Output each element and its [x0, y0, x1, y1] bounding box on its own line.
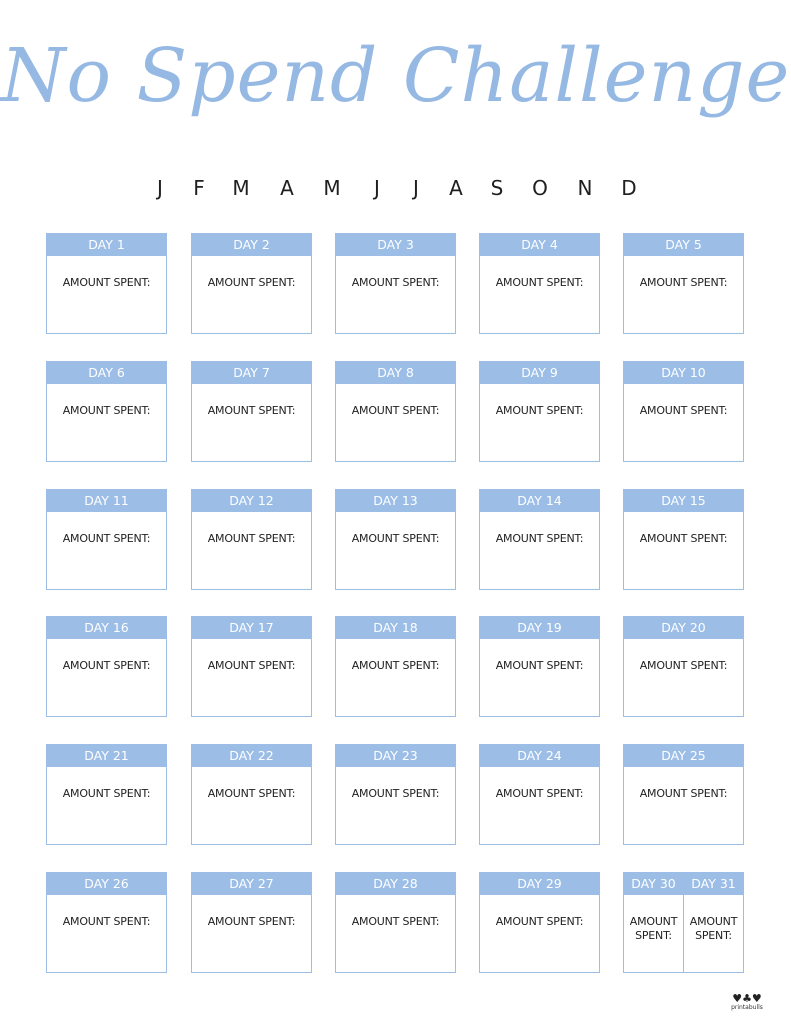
day-cell	[479, 872, 600, 973]
day-cell	[479, 361, 600, 462]
month-row	[0, 176, 791, 200]
day-cell	[191, 233, 312, 334]
day-cell	[335, 616, 456, 717]
day-cell	[335, 361, 456, 462]
day-header: DAY 17	[192, 617, 311, 639]
day-header: DAY 9	[480, 362, 599, 384]
month-letter: M	[323, 176, 341, 200]
day-header: DAY 11	[47, 490, 166, 512]
day-cell	[479, 744, 600, 845]
day-header: DAY 5	[624, 234, 743, 256]
amount-spent-label: AMOUNT SPENT:	[62, 532, 151, 545]
amount-spent-label: AMOUNT SPENT:	[207, 915, 296, 928]
day-header: DAY 19	[480, 617, 599, 639]
amount-spent-label: AMOUNT SPENT:	[62, 915, 151, 928]
amount-spent-label: AMOUNT SPENT:	[495, 915, 584, 928]
day-header: DAY 7	[192, 362, 311, 384]
day-header: DAY 24	[480, 745, 599, 767]
day-header: DAY 3	[336, 234, 455, 256]
day-cell	[46, 744, 167, 845]
day-cell	[191, 616, 312, 717]
month-letter: A	[449, 176, 463, 200]
day-cell	[46, 233, 167, 334]
day-cell	[191, 872, 312, 973]
amount-spent-label	[684, 915, 743, 943]
day-header: DAY 31	[684, 873, 743, 895]
printabulls-logo	[727, 993, 767, 1012]
amount-spent-label: AMOUNT SPENT:	[351, 915, 440, 928]
amount-spent-label: AMOUNT SPENT:	[207, 404, 296, 417]
amount-spent-label: AMOUNT SPENT:	[495, 404, 584, 417]
day-header: DAY 27	[192, 873, 311, 895]
amount-spent-label: AMOUNT SPENT:	[639, 404, 728, 417]
month-letter: J	[413, 176, 419, 200]
month-letter: N	[577, 176, 593, 200]
day-header: DAY 26	[47, 873, 166, 895]
amount-spent-label: AMOUNT SPENT:	[495, 276, 584, 289]
day-cell	[335, 233, 456, 334]
amount-spent-label	[624, 915, 683, 943]
amount-spent-label: AMOUNT SPENT:	[62, 404, 151, 417]
page-title: No Spend Challenge	[0, 33, 791, 119]
amount-spent-label: AMOUNT SPENT:	[207, 659, 296, 672]
day-header: DAY 2	[192, 234, 311, 256]
amount-spent-label: AMOUNT SPENT:	[62, 659, 151, 672]
day-half	[624, 873, 683, 972]
month-letter: F	[193, 176, 205, 200]
amount-spent-label: AMOUNT SPENT:	[62, 276, 151, 289]
amount-spent-label: AMOUNT SPENT:	[207, 787, 296, 800]
day-cell	[46, 872, 167, 973]
amount-spent-label: AMOUNT SPENT:	[639, 276, 728, 289]
amount-spent-label: AMOUNT SPENT:	[495, 787, 584, 800]
amount-spent-label: AMOUNT SPENT:	[351, 404, 440, 417]
amount-spent-label: AMOUNT SPENT:	[62, 787, 151, 800]
day-cell	[479, 616, 600, 717]
amount-spent-label: AMOUNT SPENT:	[351, 276, 440, 289]
day-header: DAY 21	[47, 745, 166, 767]
amount-spent-label: AMOUNT SPENT:	[495, 532, 584, 545]
amount-spent-label: AMOUNT SPENT:	[495, 659, 584, 672]
label-line: AMOUNT	[689, 915, 738, 928]
bull-mark-icon: ♥♣♥	[732, 992, 762, 1005]
day-cell	[191, 489, 312, 590]
day-header: DAY 12	[192, 490, 311, 512]
amount-spent-label: AMOUNT SPENT:	[351, 659, 440, 672]
day-header: DAY 22	[192, 745, 311, 767]
day-cell	[46, 361, 167, 462]
day-cell	[623, 744, 744, 845]
day-header: DAY 29	[480, 873, 599, 895]
day-header: DAY 8	[336, 362, 455, 384]
day-header: DAY 4	[480, 234, 599, 256]
amount-spent-label: AMOUNT SPENT:	[351, 787, 440, 800]
day-header: DAY 28	[336, 873, 455, 895]
day-cell	[46, 616, 167, 717]
day-half	[683, 873, 743, 972]
day-cell-split	[623, 872, 744, 973]
day-cell	[335, 489, 456, 590]
day-header: DAY 25	[624, 745, 743, 767]
day-cell	[479, 489, 600, 590]
amount-spent-label: AMOUNT SPENT:	[639, 787, 728, 800]
logo-text: printabulls	[731, 1004, 763, 1011]
day-header: DAY 20	[624, 617, 743, 639]
day-header: DAY 13	[336, 490, 455, 512]
amount-spent-label: AMOUNT SPENT:	[639, 659, 728, 672]
amount-spent-label: AMOUNT SPENT:	[207, 532, 296, 545]
label-line: AMOUNT	[629, 915, 678, 928]
amount-spent-label: AMOUNT SPENT:	[207, 276, 296, 289]
month-letter: J	[374, 176, 380, 200]
day-cell	[623, 361, 744, 462]
label-line: SPENT:	[635, 929, 672, 942]
day-cell	[623, 616, 744, 717]
day-cell	[335, 744, 456, 845]
day-header: DAY 1	[47, 234, 166, 256]
day-header: DAY 16	[47, 617, 166, 639]
day-header: DAY 10	[624, 362, 743, 384]
day-header: DAY 6	[47, 362, 166, 384]
day-header: DAY 14	[480, 490, 599, 512]
day-header: DAY 30	[624, 873, 683, 895]
day-cell	[623, 489, 744, 590]
day-header: DAY 18	[336, 617, 455, 639]
label-line: SPENT:	[695, 929, 732, 942]
amount-spent-label: AMOUNT SPENT:	[351, 532, 440, 545]
amount-spent-label: AMOUNT SPENT:	[639, 532, 728, 545]
day-header: DAY 15	[624, 490, 743, 512]
day-cell	[191, 361, 312, 462]
day-cell	[479, 233, 600, 334]
day-cell	[623, 233, 744, 334]
day-header: DAY 23	[336, 745, 455, 767]
day-cell	[46, 489, 167, 590]
month-letter: D	[621, 176, 637, 200]
month-letter: O	[532, 176, 548, 200]
month-letter: J	[157, 176, 163, 200]
day-cell	[191, 744, 312, 845]
day-cell	[335, 872, 456, 973]
month-letter: S	[490, 176, 504, 200]
month-letter: A	[280, 176, 294, 200]
month-letter: M	[232, 176, 250, 200]
